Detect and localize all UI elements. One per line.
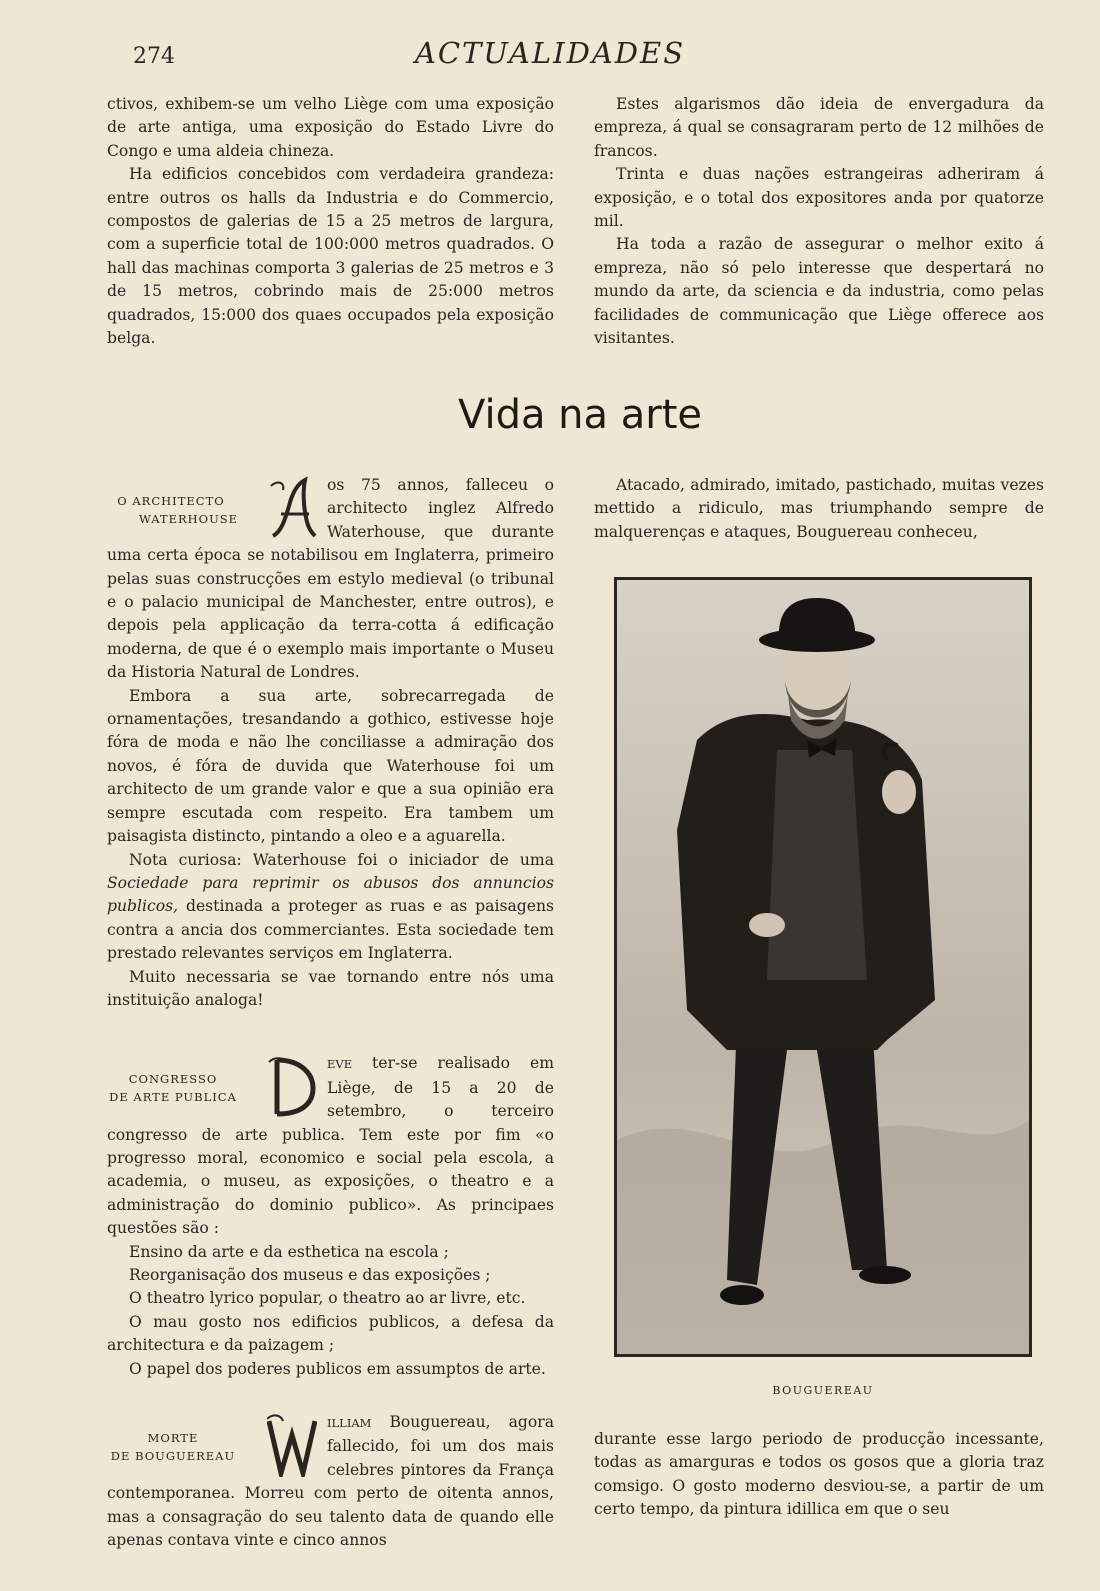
left-article-column [107,474,554,1552]
paragraph: Atacado, admirado, imitado, pastichado, muitas vezes mettido a ridiculo, mas triumphando sempre de malquerenças e ataques, Bouguereau conheceu, [594,476,1044,541]
photo-caption: BOUGUEREAU [772,1384,874,1397]
page-number: 274 [133,44,175,69]
right-article-column [594,474,1044,544]
paragraph: Nota curiosa: Waterhouse foi o iniciador de uma Sociedade para reprimir os abusos dos annuncios publicos, destinada a proteger as ruas e as paisagens contra a ancia dos commerciantes. Esta sociedade tem prestado relevantes serviços em Inglaterra. [107,850,554,963]
paragraph: Trinta e duas nações estrangeiras adheriram á exposição, e o total dos expositores anda por quatorze mil. [594,165,1044,231]
dropcap-d-icon [267,1054,317,1118]
paragraph: durante esse largo periodo de producção incessante, todas as amarguras e todos os gosos que a gloria traz comsigo. O gosto moderno desviou-se, a partir de um certo tempo, da pintura idillica em que o seu [594,1430,1044,1519]
portrait-photo [614,577,1032,1357]
waterhouse-article [107,474,554,1012]
right-bottom-column [594,1428,1044,1522]
dropcap-w-icon [267,1413,317,1477]
paragraph: Muito necessaria se vae tornando entre nós uma instituição analoga! [107,967,554,1009]
list-item: O mau gosto nos edificios publicos, a defesa da architectura e da paizagem ; [107,1312,554,1355]
top-right-column [594,93,1044,350]
side-label-waterhouse: O ARCHITECTO WATERHOUSE [117,494,239,526]
top-left-column [107,93,554,350]
section-title: Vida na arte [457,392,703,438]
paragraph: ctivos, exhibem-se um velho Liège com uma exposição de arte antiga, uma exposição do Estado Livre do Congo e uma aldeia chineza. [107,95,554,160]
portrait-image [617,580,1029,1354]
paragraph: Ha toda a razão de assegurar o melhor exito á empreza, não só pelo interesse que despertará no mundo da arte, da sciencia e da industria, como pelas facilidades de communicação que Liège offerece aos visitantes. [594,235,1044,348]
list-item: Ensino da arte e da esthetica na escola ; [129,1242,449,1261]
congresso-article [107,1052,554,1381]
list-item: O papel dos poderes publicos em assumptos de arte. [129,1359,546,1378]
dropcap-a-icon [267,476,317,540]
paragraph: Estes algarismos dão ideia de envergadura da empreza, á qual se consagraram perto de 12 milhões de francos. [594,95,1044,160]
list-item: O theatro lyrico popular, o theatro ao ar livre, etc. [129,1289,526,1308]
running-title: ACTUALIDADES [414,36,686,70]
paragraph: Embora a sua arte, sobrecarregada de ornamentações, tresandando a gothico, estivesse hoje fóra de moda e não lhe conciliasse a admiração dos novos, é fóra de duvida que Waterhouse foi um architecto de um grande valor e que a sua opinião era sempre escutada com respeito. Era tambem um paisagista distincto, pintando a oleo e a aguarella. [107,686,554,846]
paragraph: Ha edificios concebidos com verdadeira grandeza: entre outros os halls da Industria e do Commercio, compostos de galerias de 15 a 25 metros de largura, com a superficie total de 100:000 metros quadrados. O hall das machinas comporta 3 galerias de 25 metros e 3 de 15 metros, cobrindo mais de 25:000 metros quadrados, 15:000 dos quaes occupados pela exposição belga. [107,165,554,348]
bouguereau-article [107,1411,554,1552]
paragraph: EVE ter-se realisado em Liège, de 15 a 20 de setembro, o terceiro congresso de arte publica. Tem este por fim «o progresso moral, economico e social pela escola, a academia, o museu, as exposições, o theatro e a administração do dominio publico». As principaes questões são : [107,1054,554,1238]
paragraph: ILLIAM Bouguereau, agora fallecido, foi um dos mais celebres pintores da França contemporanea. Morreu com perto de oitenta annos, mas a consagração do seu talento data de quando elle apenas contava vinte e cinco annos [107,1413,554,1550]
side-label-bouguereau: MORTE DE BOUGUEREAU [110,1431,236,1464]
side-label-congresso: CONGRESSO DE ARTE PUBLICA [109,1072,237,1105]
paragraph: os 75 annos, falleceu o architecto inglez Alfredo Waterhouse, que durante uma certa época se notabilisou em Inglaterra, primeiro pelas suas construcções em estylo medieval (o tribunal e o palacio municipal de Manchester, entre outros), e depois pela applicação da terra-cotta á edificação moderna, de que é o exemplo mais importante o Museu da Historia Natural de Londres. [107,476,554,682]
list-item: Reorganisação dos museus e das exposições ; [129,1266,491,1284]
